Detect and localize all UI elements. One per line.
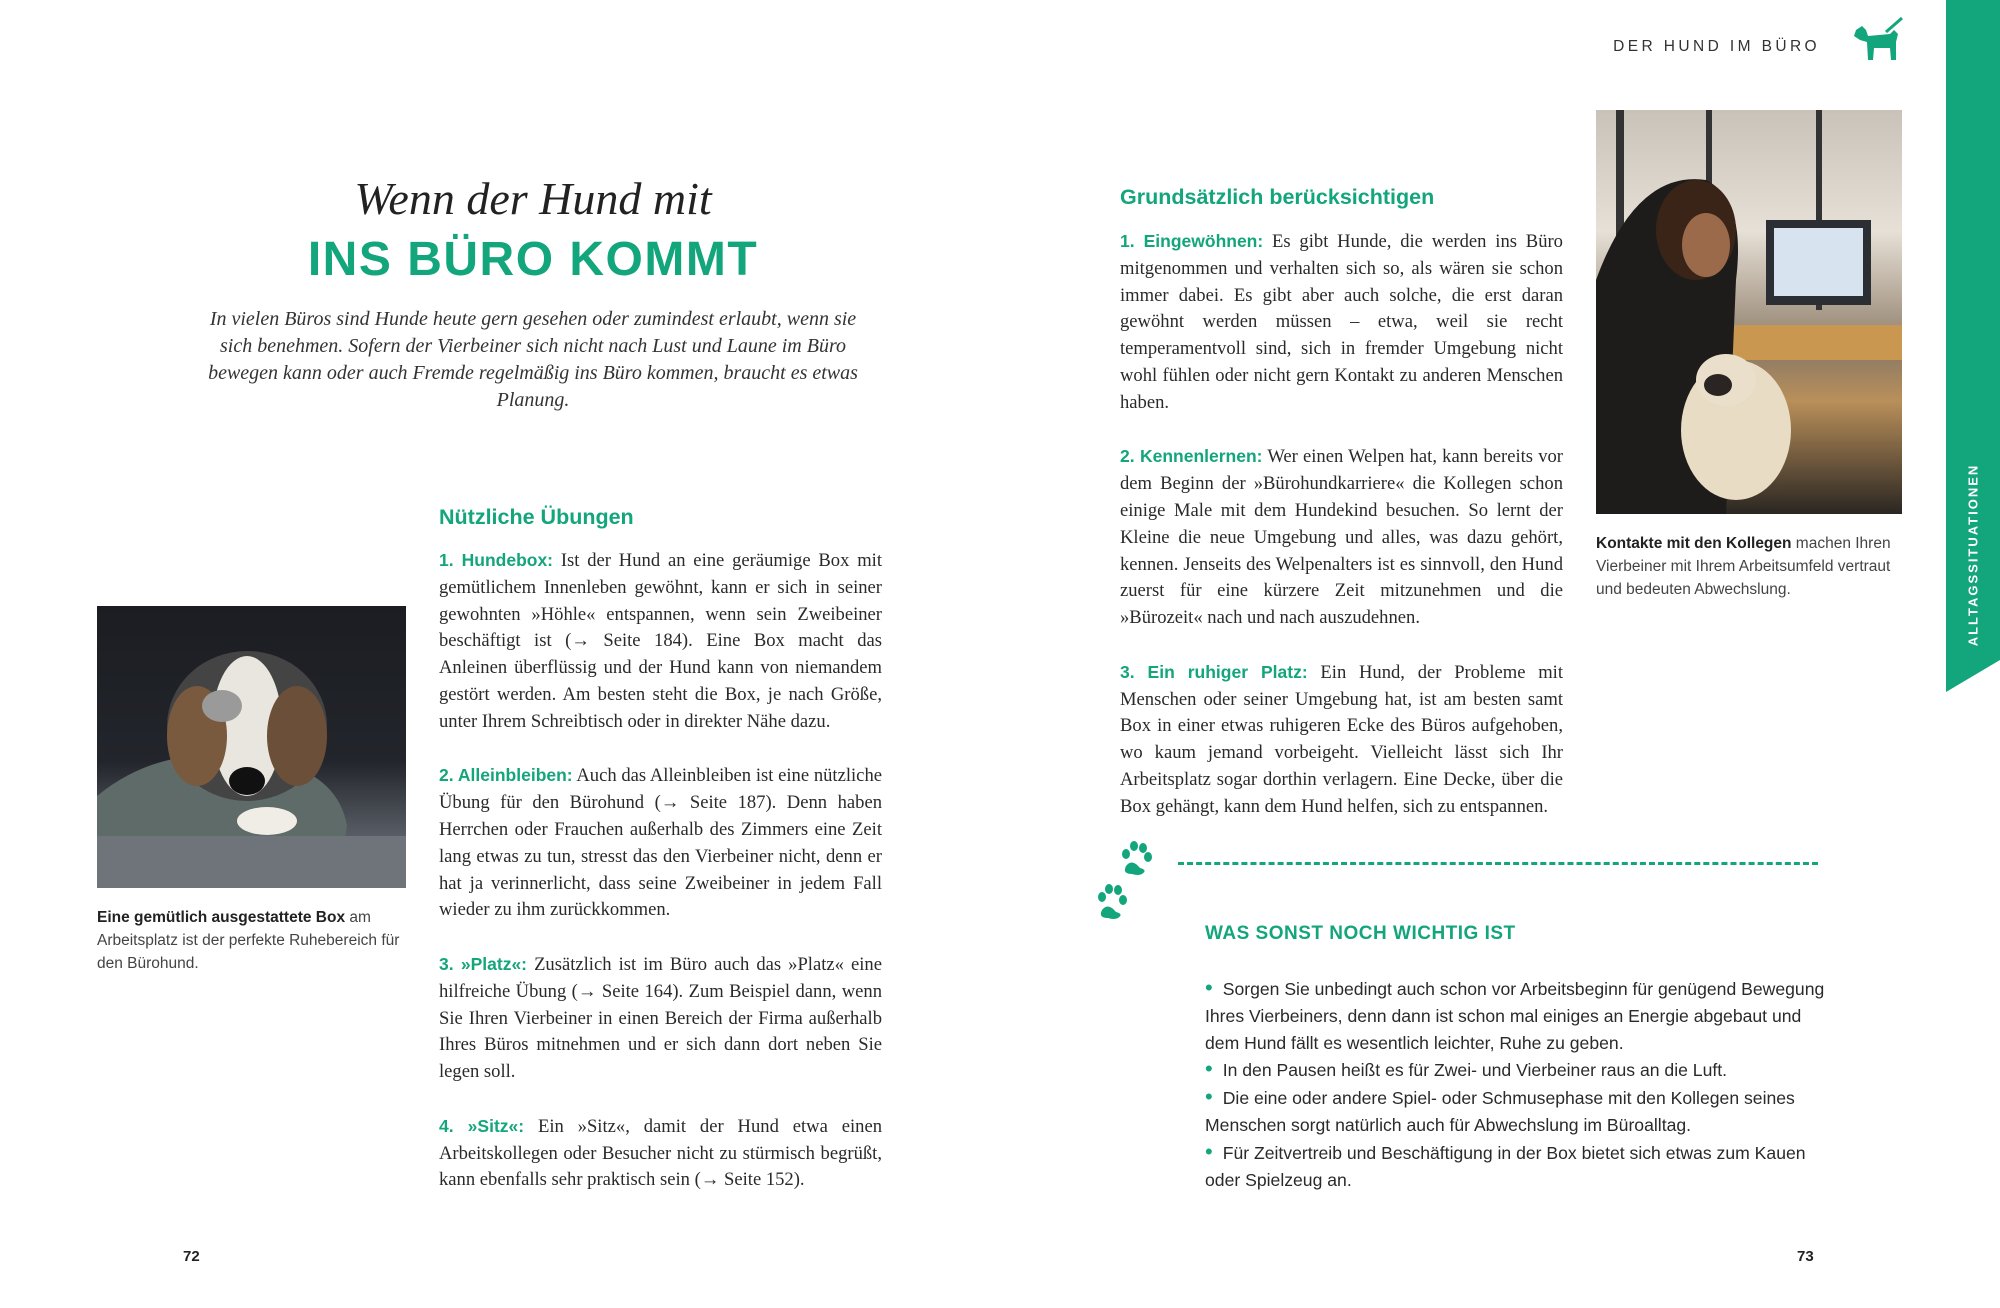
uebung-item: 1. Hundebox: Ist der Hund an eine geräumige Box mit gemütlichem Innenleben gewöhnt, kann er sich in seiner gewohnten »Höhle« entspannen, wenn sein Zweibeiner beschäftigt ist (→ Seite 184). Eine Box macht das Anleinen überflüssig und der Hund kann von niemandem gestört werden. Am besten steht die Box, je nach Größe, unter Ihrem Schreibtisch oder in direkter Nähe dazu. bbox=[439, 550, 882, 732]
photo-dog-in-box bbox=[97, 606, 406, 888]
uebung-item: 3. »Platz«: Zusätzlich ist im Büro auch das »Platz« eine hilfreiche Übung (→ Seite 164). Zum Beispiel dann, wenn Sie Ihren Vierbeiner in einen Bereich der Firma außerhalb Ihres Büros mitnehmen und er sich dann dort neben Sie legen soll. bbox=[439, 953, 882, 1083]
dog-on-leash-icon bbox=[1852, 16, 1904, 62]
section-heading-uebungen: Nützliche Übungen bbox=[439, 505, 634, 529]
dashed-divider bbox=[1178, 862, 1818, 865]
bullet-item: • Die eine oder andere Spiel- oder Schmusephase mit den Kollegen seines Menschen sorgt natürlich auch für Abwechslung im Büroalltag. bbox=[1205, 1084, 1825, 1139]
grundsatz-item: 3. Ein ruhiger Platz: Ein Hund, der Probleme mit Menschen oder seiner Umgebung hat, ist am besten samt Box in einer etwas ruhigeren Ecke des Büros aufgehoben, wo kaum jemand vorbeigeht. Vielleicht lässt sich Ihr Arbeitsplatz sogar dorthin verlagern. Eine Decke, über die Box gehängt, kann dem Hund helfen, sich zu entspannen. bbox=[1120, 661, 1563, 817]
uebung-item: 2. Alleinbleiben: Auch das Alleinbleiben ist eine nützliche Übung für den Bürohund (→ Seite 187). Denn haben Herrchen oder Frauchen außerhalb des Zimmers eine Zeit lang etwas zu tun, stresst das den Vierbeiner nicht, denn er hat ja verinnerlicht, dass seine Zweibeiner in jedem Fall wieder zu ihm zurückkommen. bbox=[439, 765, 882, 921]
paw-prints-icon bbox=[1096, 834, 1166, 924]
grundsatz-item: 1. Eingewöhnen: Es gibt Hunde, die werden ins Büro mitgenommen und verhalten sich so, als wären sie schon immer dabei. Es gibt aber auch solche, die erst daran gewöhnt werden müssen – etwa, weil sie recht temperamentvoll sind, sich in fremder Umgebung nicht wohl fühlen oder nicht gern Kontakt zu anderen Menschen haben. bbox=[1120, 231, 1563, 413]
uebung-item: 4. »Sitz«: Ein »Sitz«, damit der Hund etwa einen Arbeitskollegen oder Besucher nicht zu stürmisch begrüßt, kann ebenfalls sehr praktisch sein (→ Seite 152). bbox=[439, 1115, 882, 1191]
bullet-item: • Für Zeitvertreib und Beschäftigung in der Box bietet sich etwas zum Kauen oder Spielzeug an. bbox=[1205, 1139, 1825, 1194]
page-number-right: 73 bbox=[1797, 1248, 1814, 1265]
tip-box-heading: WAS SONST NOCH WICHTIG IST bbox=[1205, 923, 1516, 944]
intro-text: In vielen Büros sind Hunde heute gern gesehen oder zumindest erlaubt, wenn sie sich benehmen. Sofern der Vierbeiner sich nicht nach Lust und Laune im Büro bewegen kann oder auch Fremde regelmäßig ins Büro kommen, braucht es etwas Planung. bbox=[208, 308, 858, 411]
grundsatz-item: 2. Kennenlernen: Wer einen Welpen hat, kann bereits vor dem Beginn der »Bürohundkarriere« die Kollegen schon einige Male mit dem Hundekind besuchen. So lernt der Kleine die neue Umgebung und alles, was dazu gehört, kennen. Jenseits des Welpenalters ist es sinnvoll, den Hund zuerst für eine kürzere Zeit mitzunehmen und die »Bürozeit« nach und nach auszudehnen. bbox=[1120, 446, 1563, 629]
photo-caption-left: Eine gemütlich ausgestattete Box am Arbeitsplatz ist der perfekte Ruhebereich für den Bürohund. bbox=[97, 909, 400, 972]
tip-box-bullets bbox=[1205, 975, 1825, 1193]
photo-woman-with-pug bbox=[1596, 110, 1902, 514]
page-number-left: 72 bbox=[183, 1248, 200, 1265]
running-head: DER HUND IM BÜRO bbox=[1613, 38, 1820, 55]
grundsaetzlich-list bbox=[1120, 228, 1563, 847]
bullet-item: • Sorgen Sie unbedingt auch schon vor Arbeitsbeginn für genügend Bewegung Ihres Vierbeiners, denn dann ist schon mal einiges an Energie abgebaut und dem Hund fällt es wesentlich leichter, Ruhe zu geben. bbox=[1205, 975, 1825, 1056]
photo-caption-right: Kontakte mit den Kollegen machen Ihren Vierbeiner mit Ihrem Arbeitsumfeld vertraut und bedeuten Abwechslung. bbox=[1596, 535, 1891, 598]
page-title-line-1: Wenn der Hund mit bbox=[354, 173, 712, 224]
section-heading-grundsaetzlich: Grundsätzlich berücksichtigen bbox=[1120, 185, 1435, 209]
chapter-tab-label: ALLTAGSSITUATIONEN bbox=[1965, 463, 1981, 647]
page-title-line-2: INS BÜRO KOMMT bbox=[307, 233, 759, 286]
bullet-item: • In den Pausen heißt es für Zwei- und Vierbeiner raus an die Luft. bbox=[1205, 1056, 1825, 1084]
uebungen-list bbox=[439, 547, 882, 1221]
